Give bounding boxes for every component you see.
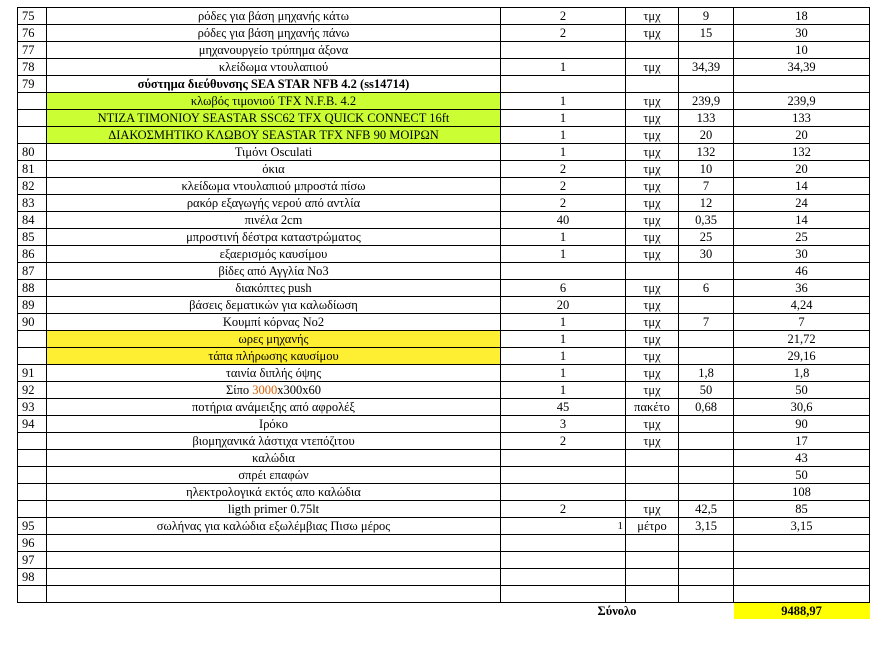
item-quantity: 40 (501, 212, 626, 229)
item-quantity (501, 586, 626, 603)
item-quantity: 1 (501, 314, 626, 331)
item-unit-price: 34,39 (679, 59, 734, 76)
table-row (18, 314, 870, 331)
item-description: εξαερισμός καυσίμου (47, 246, 501, 263)
item-quantity: 2 (501, 161, 626, 178)
item-description: διακόπτες push (47, 280, 501, 297)
table-row (18, 535, 870, 552)
row-number: 83 (18, 195, 47, 212)
item-description: πινέλα 2cm (47, 212, 501, 229)
row-number (18, 348, 47, 365)
summary-value: 9488,97 (734, 603, 870, 620)
item-unit: τμχ (626, 161, 679, 178)
table-row (18, 416, 870, 433)
item-total: 29,16 (734, 348, 870, 365)
table-row (18, 25, 870, 42)
item-unit: τμχ (626, 297, 679, 314)
item-total: 46 (734, 263, 870, 280)
summary-label: Σύνολο (597, 604, 637, 618)
table-row (18, 518, 870, 535)
item-unit: τμχ (626, 382, 679, 399)
table-row (18, 280, 870, 297)
item-description (47, 382, 501, 399)
item-unit-price (679, 586, 734, 603)
item-unit: τμχ (626, 195, 679, 212)
item-quantity: 1 (501, 110, 626, 127)
table-row (18, 212, 870, 229)
item-description: ΝΤΙΖΑ ΤΙΜΟΝΙΟΥ SEASTAR SSC62 TFX QUICK CONNECT 16ft (47, 110, 501, 127)
table-row (18, 382, 870, 399)
item-unit-price: 15 (679, 25, 734, 42)
row-number (18, 484, 47, 501)
item-total: 14 (734, 212, 870, 229)
item-quantity (501, 569, 626, 586)
table-row (18, 365, 870, 382)
item-unit (626, 450, 679, 467)
table-row (18, 110, 870, 127)
item-description: Κουμπί κόρνας Νο2 (47, 314, 501, 331)
item-quantity: 2 (501, 25, 626, 42)
table-row (18, 229, 870, 246)
item-unit-price (679, 535, 734, 552)
description-part: Σίπο (225, 383, 253, 397)
item-quantity: 1 (501, 144, 626, 161)
item-total: 4,24 (734, 297, 870, 314)
item-quantity: 1 (501, 518, 626, 535)
item-unit: μέτρο (626, 518, 679, 535)
item-unit-price: 25 (679, 229, 734, 246)
row-number: 91 (18, 365, 47, 382)
item-total: 30 (734, 246, 870, 263)
item-description: μπροστινή δέστρα καταστρώματος (47, 229, 501, 246)
item-unit: τμχ (626, 331, 679, 348)
table-row (18, 93, 870, 110)
item-quantity: 6 (501, 280, 626, 297)
table-row (18, 8, 870, 25)
item-description: κλείδωμα ντουλαπιού μπροστά πίσω (47, 178, 501, 195)
item-total: 90 (734, 416, 870, 433)
item-quantity (501, 484, 626, 501)
item-unit-price: 7 (679, 314, 734, 331)
item-total (734, 552, 870, 569)
item-description: ligth primer 0.75lt (47, 501, 501, 518)
table-row (18, 501, 870, 518)
item-unit-price (679, 42, 734, 59)
item-unit-price: 10 (679, 161, 734, 178)
row-number: 84 (18, 212, 47, 229)
item-unit-price (679, 433, 734, 450)
item-unit: τμχ (626, 212, 679, 229)
item-total: 36 (734, 280, 870, 297)
item-unit-price (679, 484, 734, 501)
item-total: 10 (734, 42, 870, 59)
table-row (18, 263, 870, 280)
table-row (18, 348, 870, 365)
spreadsheet (17, 7, 870, 619)
item-unit: τμχ (626, 433, 679, 450)
item-total: 18 (734, 8, 870, 25)
item-unit-price (679, 416, 734, 433)
description-highlight: 3000 (252, 383, 278, 397)
item-unit (626, 484, 679, 501)
item-description: σπρέι επαφών (47, 467, 501, 484)
item-unit: τμχ (626, 348, 679, 365)
item-unit: τμχ (626, 59, 679, 76)
item-unit-price (679, 348, 734, 365)
cost-table (17, 7, 870, 619)
item-total: 17 (734, 433, 870, 450)
item-total (734, 76, 870, 93)
item-description: καλώδια (47, 450, 501, 467)
item-total: 30,6 (734, 399, 870, 416)
row-number: 93 (18, 399, 47, 416)
item-quantity (501, 42, 626, 59)
row-number: 86 (18, 246, 47, 263)
row-number (18, 331, 47, 348)
item-description (47, 586, 501, 603)
item-total: 239,9 (734, 93, 870, 110)
item-unit: τμχ (626, 110, 679, 127)
table-row (18, 450, 870, 467)
item-unit-price: 133 (679, 110, 734, 127)
table-row (18, 484, 870, 501)
item-quantity: 2 (501, 501, 626, 518)
item-description (47, 569, 501, 586)
row-number: 80 (18, 144, 47, 161)
item-unit-price (679, 76, 734, 93)
item-unit-price (679, 297, 734, 314)
item-description: ωρες μηχανής (47, 331, 501, 348)
item-quantity: 2 (501, 8, 626, 25)
row-number: 90 (18, 314, 47, 331)
row-number: 81 (18, 161, 47, 178)
item-quantity: 1 (501, 229, 626, 246)
item-quantity: 1 (501, 348, 626, 365)
item-unit: τμχ (626, 416, 679, 433)
item-unit (626, 263, 679, 280)
row-number: 88 (18, 280, 47, 297)
item-unit: τμχ (626, 127, 679, 144)
item-unit: τμχ (626, 93, 679, 110)
row-number: 79 (18, 76, 47, 93)
row-number (18, 110, 47, 127)
item-description: σωλήνας για καλώδια εξωλέμβιας Πισω μέρος (47, 518, 501, 535)
row-number: 89 (18, 297, 47, 314)
row-number: 85 (18, 229, 47, 246)
item-total: 1,8 (734, 365, 870, 382)
table-row (18, 42, 870, 59)
item-total: 7 (734, 314, 870, 331)
item-quantity (501, 467, 626, 484)
item-quantity: 1 (501, 365, 626, 382)
item-unit-price (679, 467, 734, 484)
row-number: 94 (18, 416, 47, 433)
item-description: Τιμόνι Osculati (47, 144, 501, 161)
item-description (47, 552, 501, 569)
item-description: ηλεκτρολογικά εκτός απο καλώδια (47, 484, 501, 501)
item-unit-price: 12 (679, 195, 734, 212)
item-unit-price: 50 (679, 382, 734, 399)
item-total: 43 (734, 450, 870, 467)
item-total (734, 569, 870, 586)
row-number: 76 (18, 25, 47, 42)
item-total: 20 (734, 161, 870, 178)
table-row (18, 331, 870, 348)
item-unit-price: 7 (679, 178, 734, 195)
item-description: ΔΙΑΚΟΣΜΗΤΙΚΟ ΚΛΩΒΟΥ SEASTAR TFX NFB 90 ΜΟΙΡΩΝ (47, 127, 501, 144)
item-description: μηχανουργείο τρύπημα άξονα (47, 42, 501, 59)
table-row (18, 76, 870, 93)
item-unit: τμχ (626, 314, 679, 331)
item-total: 108 (734, 484, 870, 501)
item-quantity: 1 (501, 59, 626, 76)
table-row (18, 552, 870, 569)
item-total (734, 586, 870, 603)
item-unit (626, 76, 679, 93)
item-unit: τμχ (626, 229, 679, 246)
row-number: 92 (18, 382, 47, 399)
row-number (18, 433, 47, 450)
item-total: 24 (734, 195, 870, 212)
item-total: 21,72 (734, 331, 870, 348)
table-row (18, 467, 870, 484)
item-description: τάπα πλήρωσης καυσίμου (47, 348, 501, 365)
row-number: 78 (18, 59, 47, 76)
item-unit: τμχ (626, 246, 679, 263)
item-quantity: 2 (501, 195, 626, 212)
item-unit: τμχ (626, 144, 679, 161)
item-description: ρόδες για βάση μηχανής κάτω (47, 8, 501, 25)
row-number (18, 450, 47, 467)
row-number: 75 (18, 8, 47, 25)
item-unit: τμχ (626, 25, 679, 42)
row-number (18, 586, 47, 603)
row-number (18, 93, 47, 110)
table-row (18, 399, 870, 416)
item-quantity (501, 535, 626, 552)
item-total: 25 (734, 229, 870, 246)
item-quantity: 20 (501, 297, 626, 314)
row-number: 96 (18, 535, 47, 552)
table-row (18, 569, 870, 586)
row-number (18, 127, 47, 144)
item-unit: τμχ (626, 501, 679, 518)
row-number: 82 (18, 178, 47, 195)
item-total: 14 (734, 178, 870, 195)
item-unit-price (679, 552, 734, 569)
table-row (18, 195, 870, 212)
item-unit-price: 1,8 (679, 365, 734, 382)
row-number: 98 (18, 569, 47, 586)
item-description: βιομηχανικά λάστιχα ντεπόζιτου (47, 433, 501, 450)
table-row (18, 127, 870, 144)
item-unit-price: 0,68 (679, 399, 734, 416)
item-description: ταινία διπλής όψης (47, 365, 501, 382)
item-quantity (501, 263, 626, 280)
item-quantity: 1 (501, 127, 626, 144)
item-unit: τμχ (626, 365, 679, 382)
item-quantity: 2 (501, 433, 626, 450)
item-quantity: 1 (501, 382, 626, 399)
item-description: κλωβός τιμονιού TFX N.F.B. 4.2 (47, 93, 501, 110)
table-row (18, 59, 870, 76)
item-quantity: 1 (501, 93, 626, 110)
item-unit (626, 552, 679, 569)
item-description: όκια (47, 161, 501, 178)
item-unit (626, 569, 679, 586)
item-unit-price: 30 (679, 246, 734, 263)
table-row (18, 178, 870, 195)
item-quantity: 1 (501, 331, 626, 348)
item-unit-price: 0,35 (679, 212, 734, 229)
item-total: 85 (734, 501, 870, 518)
item-unit-price: 239,9 (679, 93, 734, 110)
item-quantity (501, 450, 626, 467)
item-unit-price (679, 569, 734, 586)
item-unit-price: 132 (679, 144, 734, 161)
item-unit-price: 3,15 (679, 518, 734, 535)
row-number (18, 501, 47, 518)
table-row (18, 586, 870, 603)
item-unit-price (679, 331, 734, 348)
item-unit (626, 467, 679, 484)
item-unit: πακέτο (626, 399, 679, 416)
item-unit-price: 42,5 (679, 501, 734, 518)
item-unit: τμχ (626, 280, 679, 297)
item-unit (626, 42, 679, 59)
item-description: βίδες από Αγγλία Νο3 (47, 263, 501, 280)
item-quantity: 1 (501, 246, 626, 263)
row-number: 97 (18, 552, 47, 569)
item-quantity: 3 (501, 416, 626, 433)
item-description: Ιρόκο (47, 416, 501, 433)
item-total: 132 (734, 144, 870, 161)
row-number (18, 467, 47, 484)
summary-row (18, 603, 870, 620)
item-description: βάσεις δεματικών για καλωδίωση (47, 297, 501, 314)
item-total: 20 (734, 127, 870, 144)
item-total: 50 (734, 467, 870, 484)
item-description: ρόδες για βάση μηχανής πάνω (47, 25, 501, 42)
row-number: 77 (18, 42, 47, 59)
item-unit (626, 586, 679, 603)
item-total: 30 (734, 25, 870, 42)
description-part: x300x60 (277, 383, 322, 397)
row-number: 95 (18, 518, 47, 535)
item-description: κλείδωμα ντουλαπιού (47, 59, 501, 76)
item-unit (626, 535, 679, 552)
item-description (47, 535, 501, 552)
table-row (18, 433, 870, 450)
item-description: ρακόρ εξαγωγής νερού από αντλία (47, 195, 501, 212)
item-unit-price: 6 (679, 280, 734, 297)
item-total: 3,15 (734, 518, 870, 535)
table-row (18, 246, 870, 263)
item-unit: τμχ (626, 178, 679, 195)
item-total: 133 (734, 110, 870, 127)
item-unit-price (679, 450, 734, 467)
item-quantity (501, 552, 626, 569)
table-row (18, 297, 870, 314)
item-unit: τμχ (626, 8, 679, 25)
item-unit-price (679, 263, 734, 280)
row-number: 87 (18, 263, 47, 280)
item-description: σύστημα διεύθυνσης SEA STAR NFB 4.2 (ss14714) (47, 76, 501, 93)
item-total (734, 535, 870, 552)
item-quantity (501, 76, 626, 93)
item-description: ποτήρια ανάμειξης από αφρολέξ (47, 399, 501, 416)
table-row (18, 161, 870, 178)
item-unit-price: 9 (679, 8, 734, 25)
table-row (18, 144, 870, 161)
item-total: 50 (734, 382, 870, 399)
item-unit-price: 20 (679, 127, 734, 144)
item-quantity: 2 (501, 178, 626, 195)
item-total: 34,39 (734, 59, 870, 76)
item-quantity: 45 (501, 399, 626, 416)
